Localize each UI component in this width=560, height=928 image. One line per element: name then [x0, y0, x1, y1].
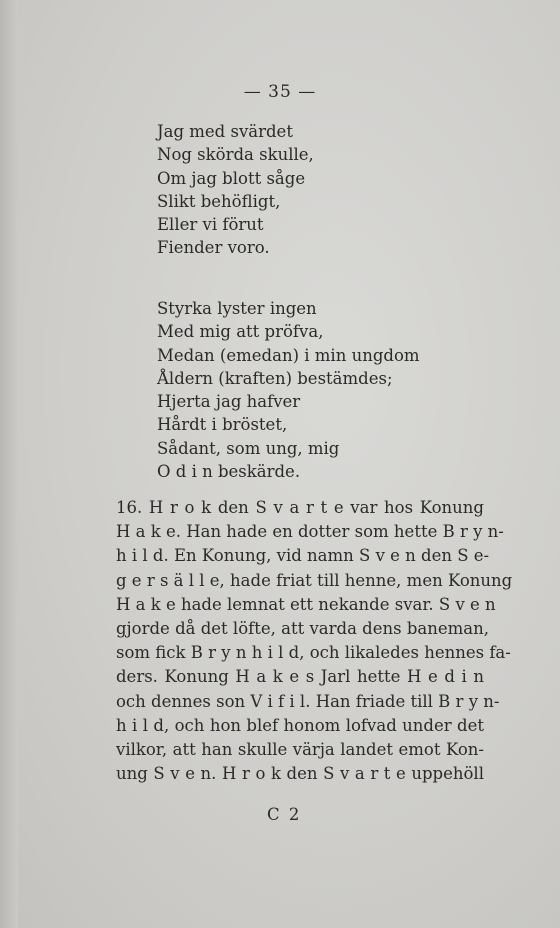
prose-line: gjorde då det löfte, att varda dens baneman, — [116, 619, 489, 639]
poem-line: Med mig att pröfva, — [157, 322, 324, 342]
prose-line: H a k e hade lemnat ett nekande svar. S v e n — [116, 594, 496, 614]
signature-mark: C 2 — [267, 805, 302, 824]
prose-paragraph — [116, 496, 513, 786]
page-number: — 35 — — [243, 82, 317, 102]
poem-line: Slikt behöfligt, — [157, 191, 281, 211]
prose-line: h i l d, och hon blef honom lofvad under det — [116, 715, 484, 735]
poem-line: Styrka lyster ingen — [157, 299, 317, 318]
prose-line: 16. H r o k den S v a r t e var hos Konung — [116, 498, 484, 517]
prose-line: vilkor, att han skulle värja landet emot Kon- — [116, 740, 484, 760]
poem-line: Om jag blott såge — [157, 168, 306, 188]
prose-line: h i l d. En Konung, vid namn S v e n den S e- — [116, 546, 490, 566]
page-gutter — [0, 0, 18, 928]
poem-stanza-1 — [157, 120, 314, 260]
poem-line: Hårdt i bröstet, — [157, 415, 288, 435]
poem-line: Medan (emedan) i min ungdom — [157, 345, 420, 365]
poem-line: Fiender voro. — [157, 238, 270, 258]
poem-line: Åldern (kraften) bestämdes; — [157, 368, 393, 388]
poem-line: Nog skörda skulle, — [157, 145, 314, 165]
poem-line: Sådant, som ung, mig — [157, 438, 340, 458]
poem-line: Hjerta jag hafver — [157, 392, 301, 412]
poem-line: Eller vi förut — [157, 215, 264, 235]
prose-line: H a k e. Han hade en dotter som hette B r y n- — [116, 522, 504, 542]
prose-line: som fick B r y n h i l d, och likaledes hennes fa- — [116, 643, 511, 663]
poem-stanza-2 — [157, 297, 420, 483]
poem-line: Jag med svärdet — [157, 122, 293, 141]
prose-line: och dennes son V i f i l. Han friade till B r y n- — [116, 691, 500, 711]
prose-line: ung S v e n. H r o k den S v a r t e uppehöll — [116, 764, 484, 784]
poem-line: O d i n beskärde. — [157, 462, 301, 482]
prose-line: ders. Konung H a k e s Jarl hette H e d i n — [116, 667, 484, 687]
prose-line: g e r s ä l l e, hade friat till henne, men Konung — [116, 570, 513, 590]
